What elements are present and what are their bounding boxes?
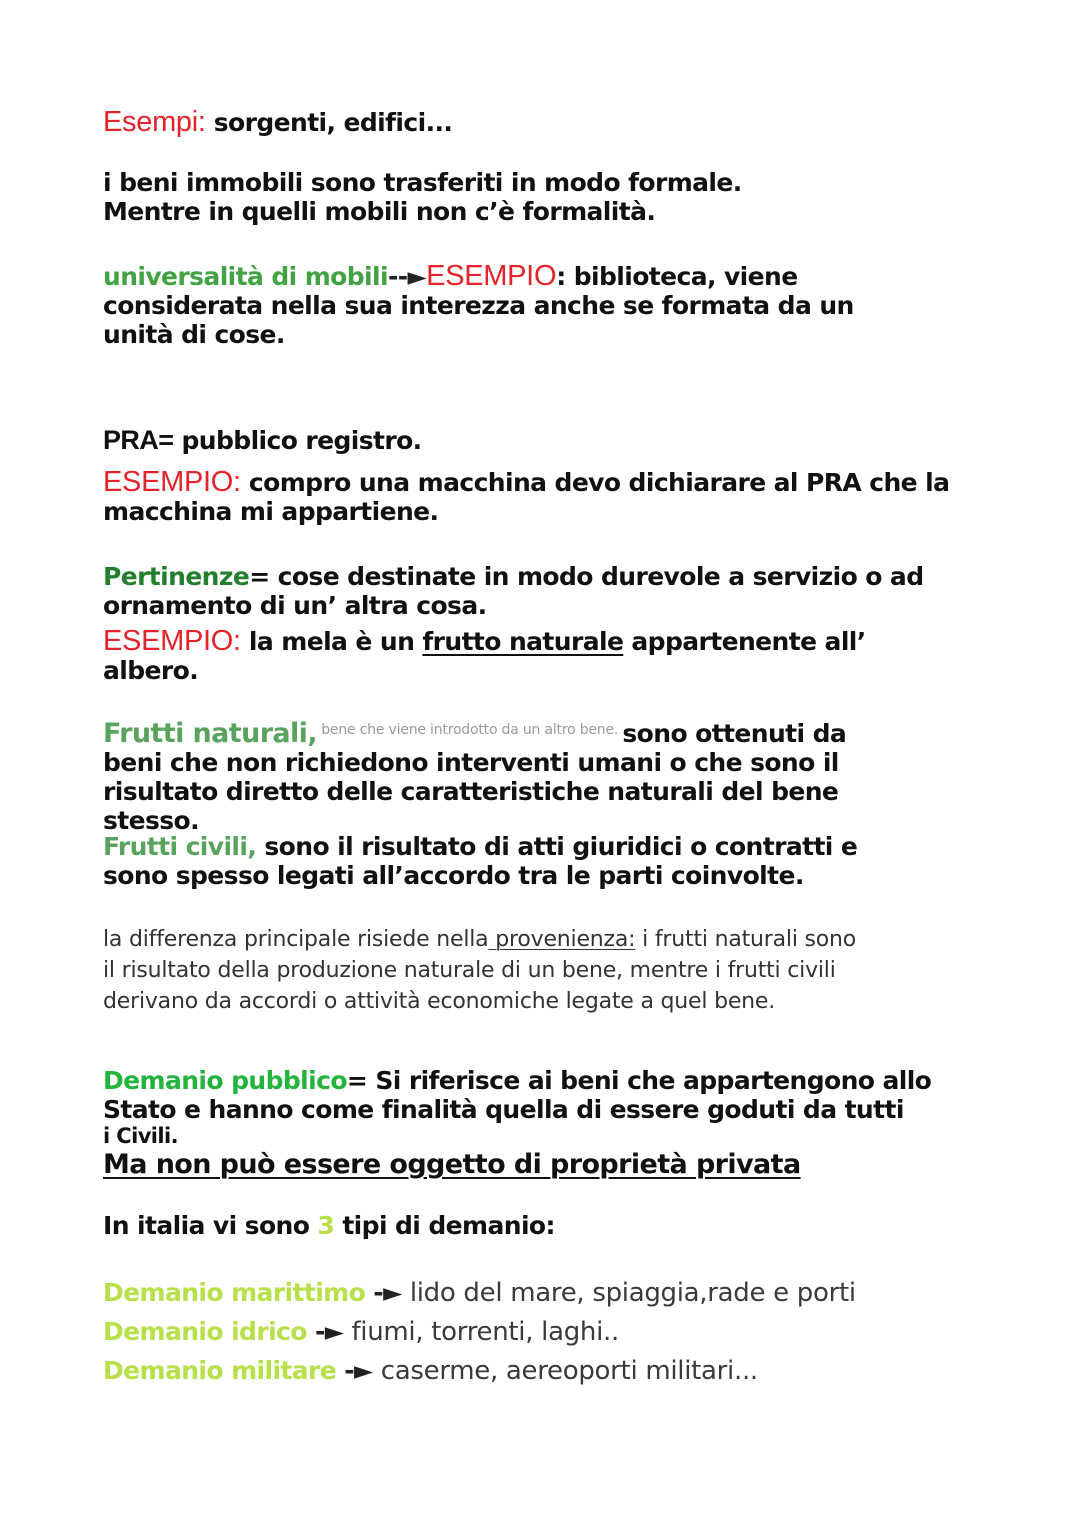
demanio-pubblico-paragraph bbox=[103, 1066, 983, 1182]
pertinenze-definition-1: = cose destinate in modo durevole a servizio o ad bbox=[249, 562, 924, 591]
universalita-line-3: unità di cose. bbox=[103, 320, 285, 349]
pertinenze-example-line-1 bbox=[103, 627, 983, 656]
differenza-post: i frutti naturali sono bbox=[635, 927, 857, 952]
demanio-types-list bbox=[103, 1274, 983, 1391]
demanio-pubblico-underlined: Ma non può essere oggetto di proprietà privata bbox=[103, 1149, 801, 1180]
immobili-line-2: Mentre in quelli mobili non c’è formalità. bbox=[103, 197, 656, 226]
pra-definition bbox=[103, 426, 983, 455]
differenza-paragraph bbox=[103, 924, 983, 1017]
pertinenze-example-underlined: frutto naturale bbox=[422, 627, 624, 656]
frutti-naturali-line-2: beni che non richiedono interventi umani o che sono il bbox=[103, 748, 839, 777]
frutti-civili-line-1 bbox=[103, 832, 983, 861]
pertinenze-example bbox=[103, 627, 983, 685]
arrow-icon: -► bbox=[365, 1278, 410, 1307]
list-item bbox=[103, 1274, 983, 1313]
differenza-line-3: derivano da accordi o attività economiche legate a quel bene. bbox=[103, 989, 776, 1014]
arrow-icon: -► bbox=[306, 1317, 352, 1346]
frutti-naturali-line-1 bbox=[103, 716, 983, 748]
frutti-naturali-line-4: stesso. bbox=[103, 806, 200, 835]
frutti-naturali-text-1: sono ottenuti da bbox=[622, 719, 847, 748]
frutti-naturali-paragraph bbox=[103, 716, 983, 835]
pertinenze-example-label: ESEMPIO: bbox=[103, 625, 241, 657]
arrow-icon: -► bbox=[336, 1356, 381, 1385]
demanio-type-examples: lido del mare, spiaggia,rade e porti bbox=[409, 1278, 856, 1308]
pertinenze-example-line-2: albero. bbox=[103, 656, 199, 685]
tipi-demanio-heading bbox=[103, 1211, 983, 1240]
demanio-pubblico-line-3: i Civili. bbox=[103, 1124, 178, 1148]
pra-example-text-1: compro una macchina devo dichiarare al PRA che la bbox=[240, 468, 950, 497]
tipi-post: tipi di demanio: bbox=[334, 1211, 555, 1240]
demanio-pubblico-term: Demanio pubblico bbox=[103, 1066, 347, 1095]
frutti-civili-term: Frutti civili, bbox=[103, 832, 257, 861]
differenza-line-1 bbox=[103, 924, 983, 955]
pra-example-line-2: macchina mi appartiene. bbox=[103, 497, 439, 526]
universalita-paragraph bbox=[103, 262, 983, 349]
universalita-text-1: : biblioteca, viene bbox=[556, 262, 798, 291]
pertinenze-line-1 bbox=[103, 562, 983, 591]
demanio-type-examples: fiumi, torrenti, laghi.. bbox=[351, 1317, 619, 1347]
arrow-icon: --► bbox=[387, 262, 427, 291]
demanio-pubblico-underlined-line bbox=[103, 1148, 983, 1182]
pra-example-line-1 bbox=[103, 468, 983, 497]
differenza-underlined: provenienza: bbox=[488, 927, 636, 952]
esempi-label: Esempi: bbox=[103, 106, 206, 138]
demanio-type-name: Demanio militare bbox=[103, 1356, 337, 1385]
esempi-text: sorgenti, edifici... bbox=[205, 108, 453, 137]
universalita-line-2: considerata nella sua interezza anche se formata da un bbox=[103, 291, 854, 320]
demanio-pubblico-line-2: Stato e hanno come finalità quella di essere goduti da tutti bbox=[103, 1095, 904, 1124]
differenza-line-2: il risultato della produzione naturale di un bene, mentre i frutti civili bbox=[103, 958, 836, 983]
immobili-line-1: i beni immobili sono trasferiti in modo formale. bbox=[103, 168, 742, 197]
pertinenze-definition bbox=[103, 562, 983, 620]
frutti-naturali-line-3: risultato diretto delle caratteristiche naturali del bene bbox=[103, 777, 839, 806]
pertinenze-example-pre: la mela è un bbox=[240, 627, 423, 656]
frutti-civili-paragraph bbox=[103, 832, 983, 890]
tipi-count: 3 bbox=[317, 1211, 335, 1240]
pra-example-label: ESEMPIO: bbox=[103, 466, 241, 498]
demanio-pubblico-definition-1: = Si riferisce ai beni che appartengono allo bbox=[346, 1066, 932, 1095]
pra-term: PRA= bbox=[103, 425, 174, 455]
pra-example bbox=[103, 468, 983, 526]
list-item bbox=[103, 1352, 983, 1391]
tipi-pre: In italia vi sono bbox=[103, 1211, 318, 1240]
frutti-civili-line-2: sono spesso legati all’accordo tra le parti coinvolte. bbox=[103, 861, 804, 890]
universalita-line-1 bbox=[103, 262, 983, 291]
demanio-pubblico-line-1 bbox=[103, 1066, 983, 1095]
differenza-pre: la differenza principale risiede nella bbox=[103, 927, 489, 952]
esempi-line bbox=[103, 108, 983, 137]
universalita-example-label: ESEMPIO bbox=[426, 260, 557, 292]
frutti-naturali-term: Frutti naturali, bbox=[103, 718, 317, 749]
pertinenze-line-2: ornamento di un’ altra cosa. bbox=[103, 591, 487, 620]
frutti-naturali-note: bene che viene introdotto da un altro bene. bbox=[317, 722, 623, 738]
demanio-type-examples: caserme, aereoporti militari... bbox=[380, 1356, 758, 1386]
demanio-type-name: Demanio idrico bbox=[103, 1317, 307, 1346]
universalita-term: universalità di mobili bbox=[103, 262, 388, 291]
demanio-type-name: Demanio marittimo bbox=[103, 1278, 366, 1307]
pertinenze-example-post: appartenente all’ bbox=[623, 627, 866, 656]
pertinenze-term: Pertinenze bbox=[103, 562, 250, 591]
pra-definition-text: pubblico registro. bbox=[173, 426, 422, 455]
immobili-paragraph bbox=[103, 168, 983, 226]
list-item bbox=[103, 1313, 983, 1352]
frutti-civili-text-1: sono il risultato di atti giuridici o contratti e bbox=[256, 832, 858, 861]
